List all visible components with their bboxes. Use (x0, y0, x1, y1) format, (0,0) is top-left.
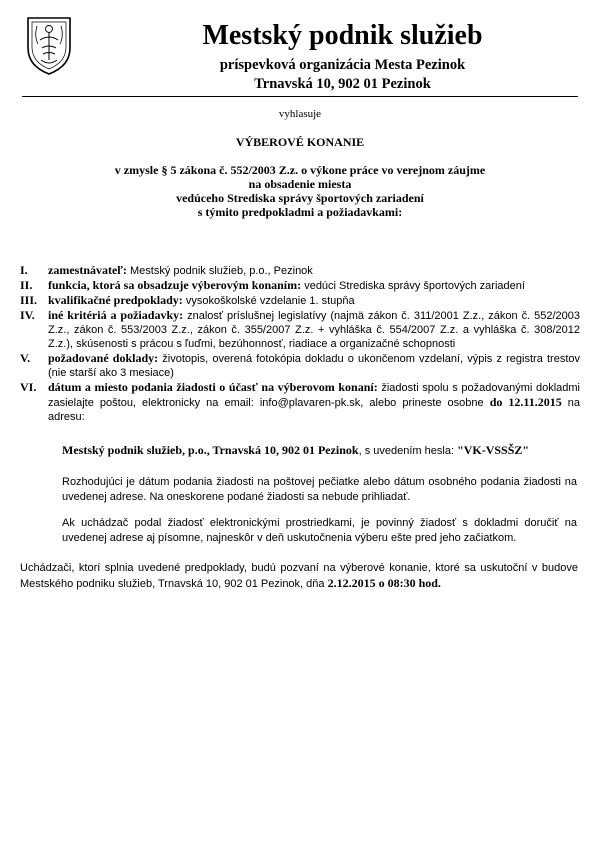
item-text: Mestský podnik služieb, p.o., Pezinok (126, 265, 313, 277)
address-normal: , s uvedením hesla: (358, 445, 458, 457)
list-item (20, 308, 580, 351)
item-text: znalosť príslušnej legislatívy (najmä zákon č. 311/2001 Z.z., zákon č. 552/2003 Z.z., zákon č. 553/2003 Z.z., zákon č. 355/2007 Z.z. + vyhláška č. 554/2007 Z.z. a vyhláška č. 308/2012 Z.z.), skúsenosti s prácou s ľuďmi, bezúhonnosť, riadiace a organizačné schopnosti (48, 310, 581, 350)
organization-title: Mestský podnik služieb (202, 20, 483, 51)
list-item (20, 263, 580, 278)
item-number: VI. (20, 380, 37, 394)
header-divider (22, 96, 578, 97)
item-text: životopis, overená fotokópia dokladu o ukončenom vzdelaní, výpis z registra trestov (nie starší ako 3 mesiace) (48, 353, 580, 379)
intro-line-2: na obsadenie miesta (248, 177, 352, 191)
item-label: funkcia, ktorá sa obsadzuje výberovým konaním: (48, 278, 302, 292)
interview-date: 2.12.2015 o 08:30 hod. (327, 576, 441, 590)
coat-of-arms-logo (24, 14, 74, 76)
item-label: dátum a miesto podania žiadosti o účasť na výberovom konaní: (48, 380, 378, 394)
deadline-date: do 12.11.2015 (489, 395, 562, 409)
item-label: požadované doklady: (48, 351, 159, 365)
intro-line-4: s týmito predpokladmi a požiadavkami: (197, 205, 403, 219)
list-item (20, 278, 580, 293)
item-text: vedúci Strediska správy športových zariadení (301, 280, 525, 292)
item-text: žiadosti spolu s požadovanými dokladmi zasielajte poštou, elektronicky na email: info@plavaren-pk.sk, alebo prineste osobne (48, 382, 580, 409)
password-code: "VK-VSSŠZ" (457, 443, 530, 457)
document-heading: VÝBEROVÉ KONANIE (235, 135, 365, 149)
item-text: vysokoškolské vzdelanie 1. stupňa (182, 295, 355, 307)
announces-text: vyhlasuje (278, 108, 322, 120)
item-number: IV. (20, 308, 35, 322)
organization-address: Trnavská 10, 902 01 Pezinok (254, 76, 431, 92)
closing-text: Uchádzači, ktorí splnia uvedené predpoklady, budú pozvaní na výberové konanie, ktoré sa uskutoční v budove Mestského podniku služieb, Trnavská 10, 902 01 Pezinok, dňa (20, 562, 578, 590)
list-item (20, 351, 580, 380)
paragraph-electronic-submission: Ak uchádzač podal žiadosť elektronickými prostriedkami, je povinný žiadosť s dokladmi doručiť na uvedenej adrese aj písomne, najneskôr v deň uskutočnenia výberu ešte pred jeho začiatkom. (62, 517, 577, 544)
closing-paragraph (20, 561, 578, 592)
organization-subtitle: príspevková organizácia Mesta Pezinok (219, 57, 466, 73)
item-number: I. (20, 263, 28, 277)
item-label: iné kritériá a požiadavky: (48, 308, 184, 322)
address-bold: Mestský podnik služieb, p.o., Trnavská 10, 902 01 Pezinok (62, 443, 359, 457)
intro-line-3: vedúceho Strediska správy športových zariadení (176, 191, 424, 205)
list-item (20, 293, 580, 308)
item-label: zamestnávateľ: (48, 263, 127, 277)
list-item (20, 380, 580, 424)
item-label: kvalifikačné predpoklady: (48, 293, 183, 307)
item-text-after: na adresu: (48, 397, 581, 423)
item-number: II. (20, 278, 33, 292)
item-number: V. (20, 351, 31, 365)
submission-address (62, 443, 577, 459)
requirements-list (20, 263, 580, 424)
item-number: III. (20, 293, 38, 307)
intro-line-1: v zmysle § 5 zákona č. 552/2003 Z.z. o výkone práce vo verejnom záujme (114, 163, 486, 177)
paragraph-decisive-date: Rozhodujúci je dátum podania žiadosti na poštovej pečiatke alebo dátum osobného podania žiadosti na uvedenej adrese. Na oneskorene podané žiadosti sa nebude prihliadať. (62, 476, 577, 503)
